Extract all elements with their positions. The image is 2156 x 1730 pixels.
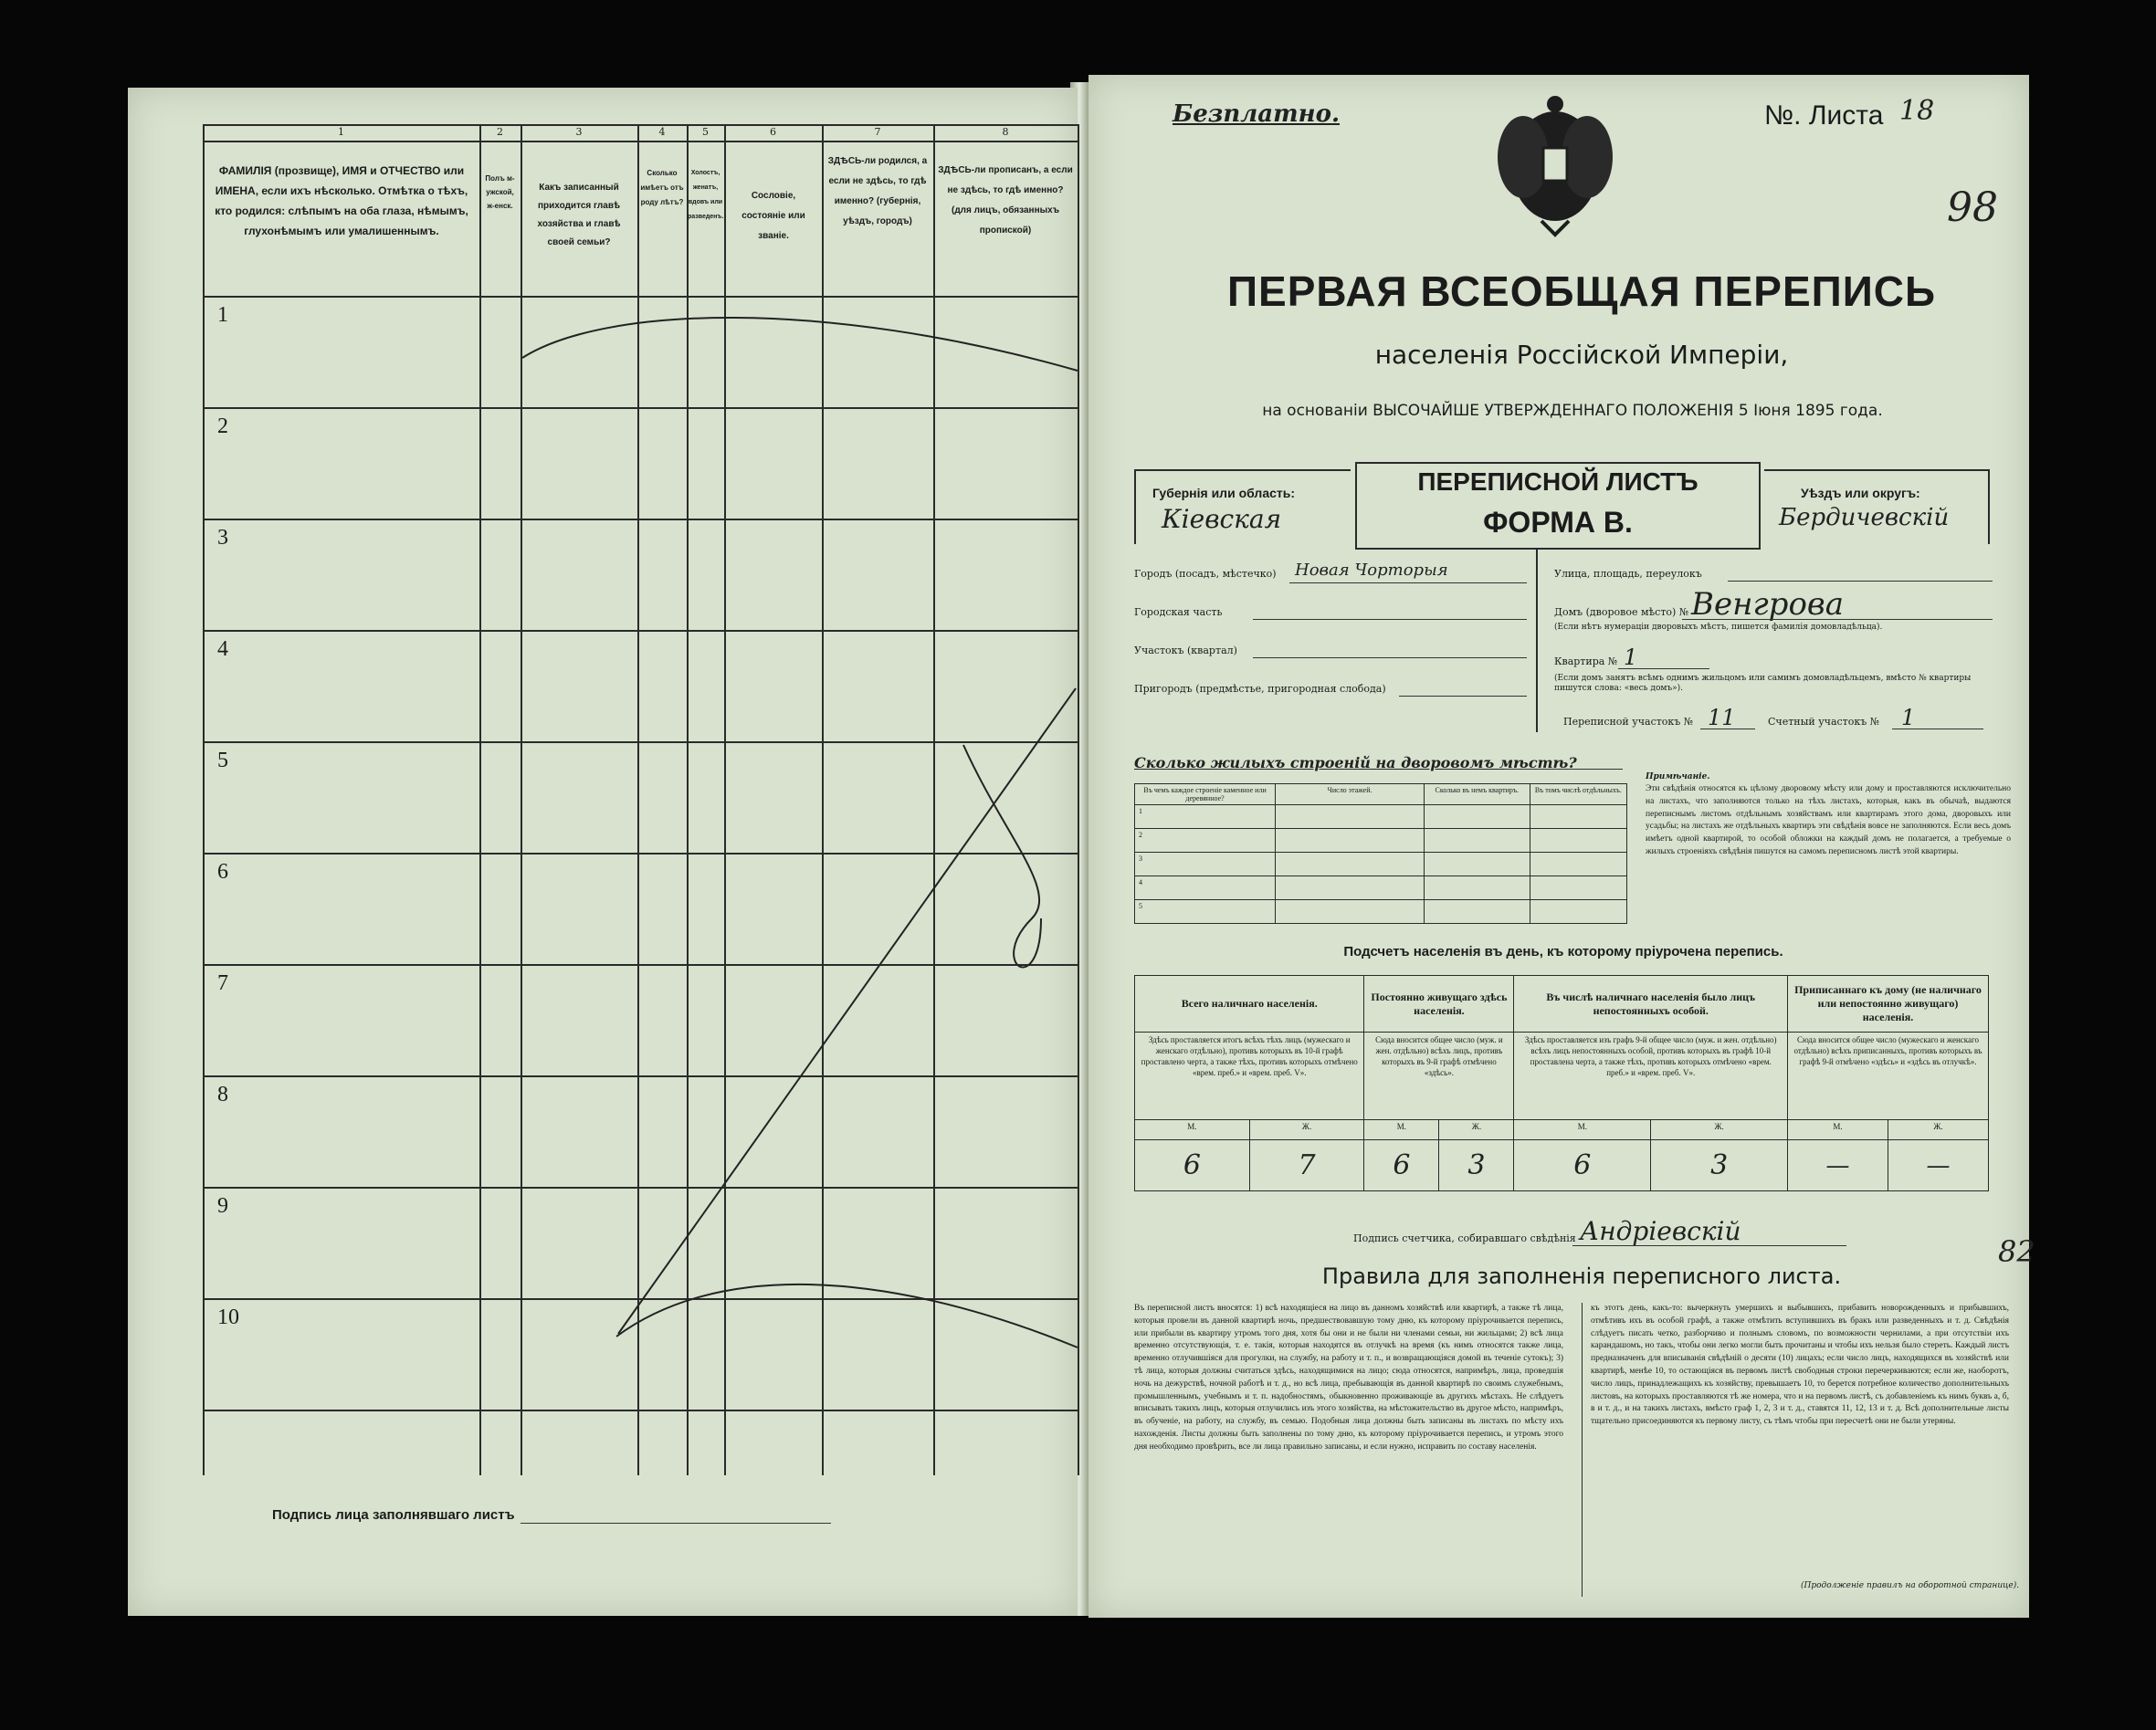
buildings-row-number: 1 bbox=[1135, 805, 1276, 829]
summary-title: Подсчетъ населенія въ день, къ которому пріурочена перепись. bbox=[1343, 944, 1783, 959]
city-label: Городъ (посадъ, мѣстечко) bbox=[1134, 568, 1277, 580]
precinct-label: Участокъ (квартал) bbox=[1134, 645, 1237, 656]
city-value: Новая Чорторыя bbox=[1295, 561, 1448, 580]
column-header-age: Сколько имѣетъ отъ роду лѣтъ? bbox=[640, 169, 684, 206]
sheet-number-label: №. Листа bbox=[1764, 100, 1884, 131]
rules-column-2: къ этотъ день, какъ-то: вычеркнуть умершихъ и выбывшихъ, прибавить новорожденныхъ и прибывшихъ, отмѣтивъ ихъ въ особой графѣ, а также отмѣтить вступившихъ въ бракъ или разведенныхъ и т. д. Свѣдѣнія слѣдуетъ писать четко, разборчиво и полнымъ словомъ, по возможности чернилами, а при отсутствіи ихъ карандашомъ, но такъ, чтобы они легко могли быть прочитаны и чтобы ихъ нельзя было стереть. Каждый листъ предназначенъ для вписыванія свѣдѣній о десяти (10) лицахъ; если число лицъ, находящихся въ хозяйствѣ или квартирѣ, менѣе 10, то остающіяся въ первомъ листѣ свободныя строки перечеркиваются; если же, наоборотъ, число лицъ, принадлежащихъ къ хозяйству, превышаетъ 10, то берется потребное количество дополнительныхъ листовъ, на которыхъ проставляются тѣ же номера, что и на первомъ листѣ, съ добавленіемъ къ нимъ буквъ а, б, в и т. д., и на такихъ листахъ, вмѣсто граф 1, 2, 3 и т. д., ставятся 11, 12, 13 и т. д. Всѣ дополнительные листы тщательно присоединяются къ первому листу, съ тѣмъ чтобы при пересчетѣ они не были утеряны. bbox=[1591, 1304, 2009, 1427]
pen-strokes bbox=[128, 88, 1078, 1616]
count-value: 6 bbox=[1364, 1140, 1439, 1191]
buildings-header: Въ томъ числѣ отдѣльныхъ. bbox=[1530, 784, 1626, 805]
note-text: Эти свѣдѣнія относятся къ цѣлому дворовому мѣсту или дому и проставляются исключительно на листахъ, что заполняются только на тѣхъ листахъ, которыя, какъ въ обычаѣ, выдаются переписнымъ листомъ отдѣльнымъ хозяйствамъ или квартирамъ этого дома, дворовыхъ или усадьбы; на листахъ же отдѣльныхъ квартиръ эти свѣдѣнія вовсе не заполняются. Если весь домъ имѣетъ одной квартирой, то особой обложки на каждый домъ не полагается, а требуемые о жилыхъ строеніяхъ свѣдѣнія пишутся на самомъ переписномъ листѣ этой квартиры. bbox=[1646, 784, 2011, 856]
street-line bbox=[1728, 581, 1993, 582]
column-number: 1 bbox=[338, 126, 344, 138]
enumerator-signature: Андріевскій bbox=[1580, 1216, 1741, 1246]
census-precinct-value: 11 bbox=[1708, 705, 1736, 730]
left-page-census-table bbox=[128, 88, 1078, 1616]
count-value: 3 bbox=[1439, 1140, 1514, 1191]
buildings-row-number: 5 bbox=[1135, 900, 1276, 924]
buildings-question: Сколько жилыхъ строеній на дворовомъ мѣстѣ? bbox=[1134, 754, 1577, 771]
column-number: 8 bbox=[1002, 126, 1009, 138]
rules-column-1: Въ переписной листъ вносятся: 1) всѣ находящіеся на лицо въ данномъ хозяйствѣ или квартирѣ, а также тѣ лица, которыя провели въ данной квартирѣ ночь, предшествовавшую тому дню, къ которому пріурочивается перепись, или прибыли въ квартиру утромъ того дня, хотя бы они и не были ни членами семьи, ни жильцами; 2) всѣ лица временно отсутствующія, т. е. такія, которыя находятся въ отлучкѣ на время (къ нимъ относятся также лица, временно отлучившіяся для прогулки, на службу, на работу и т. п., и возвращающіяся домой въ теченіе сутокъ); 3) тѣ лица, которыя должны считаться здѣсь, находящимися на лицо; сюда относятся, напримѣръ, лица, проведшія ночь на дежурствѣ, ночной работѣ и т. д., но всѣ лица, пребывающія въ данной квартирѣ по своимъ служебнымъ, промышленнымъ, учебнымъ и т. п. надобностямъ, обыкновенно проживающіе въ другихъ мѣстахъ. Не слѣдуетъ вписывать такихъ лицъ, которыя отлучились изъ этого хозяйства, на мѣстожительство въ другое мѣсто, напримѣръ, въ обученіе, на работу, на службу, въ семью. Подобныя лица должны быть записаны въ листахъ по мѣсту ихъ нахожденія. Листы должны быть заполнены по тому дню, къ которому пріурочивается перепись, и утромъ этого дня необходимо провѣрить, все ли лица правильно записаны, и если нужно, исправить по составу населенія. bbox=[1134, 1304, 1563, 1452]
house-value: Венгрова bbox=[1691, 586, 1844, 623]
count-precinct-label: Счетный участокъ № bbox=[1768, 716, 1880, 728]
sex-label: М. bbox=[1788, 1120, 1888, 1140]
column-header-registration: ЗДѢСЬ-ли прописанъ, а если не здѣсь, то гдѣ именно? (для лицъ, обязанныхъ пропиской) bbox=[938, 165, 1073, 236]
sex-label: М. bbox=[1364, 1120, 1439, 1140]
column-number: 5 bbox=[702, 126, 709, 138]
row-number: 9 bbox=[217, 1194, 228, 1218]
buildings-header: Сколько въ немъ квартиръ. bbox=[1425, 784, 1530, 805]
province-value: Кіевская bbox=[1162, 504, 1282, 534]
apartment-value: 1 bbox=[1624, 645, 1638, 670]
column-number: 4 bbox=[658, 126, 666, 138]
suburb-label: Пригородъ (предмѣстье, пригородная слобода) bbox=[1134, 683, 1386, 695]
rules-divider bbox=[1582, 1303, 1583, 1597]
sex-label: М. bbox=[1514, 1120, 1651, 1140]
buildings-row-number: 4 bbox=[1135, 876, 1276, 900]
summary-header: Всего наличнаго населенія. bbox=[1135, 976, 1364, 1033]
buildings-answer-line bbox=[1504, 769, 1623, 770]
note-label: Примѣчаніе. bbox=[1646, 772, 1710, 781]
rules-title: Правила для заполненія переписного листа. bbox=[1321, 1263, 1842, 1289]
row-number: 6 bbox=[217, 860, 228, 884]
apartment-label: Квартира № bbox=[1554, 655, 1618, 667]
enumerator-line bbox=[1572, 1245, 1846, 1246]
double-headed-eagle-emblem bbox=[1487, 93, 1624, 239]
apartment-line bbox=[1618, 668, 1709, 669]
buildings-row-number: 3 bbox=[1135, 853, 1276, 876]
enumerator-label: Подпись счетчика, собиравшаго свѣдѣнія bbox=[1353, 1232, 1576, 1244]
count-value: 3 bbox=[1651, 1140, 1788, 1191]
summary-note: Сюда вносится общее число (мужескаго и женскаго отдѣльно) всѣхъ приписанныхъ, противъ которыхъ въ графѣ 9-й отмѣчено «здѣсь» и «здѣсь въ отлучкѣ». bbox=[1788, 1033, 1989, 1120]
column-header-marital: Холостъ, женатъ, вдовъ или разведенъ. bbox=[688, 170, 724, 220]
suburb-line bbox=[1399, 696, 1527, 697]
column-number: 2 bbox=[497, 126, 503, 138]
summary-header: Постоянно живущаго здѣсь населенія. bbox=[1364, 976, 1514, 1033]
archive-number: 98 bbox=[1947, 184, 1998, 231]
summary-note: Здѣсь проставляется итогъ всѣхъ тѣхъ лицъ (мужескаго и женскаго отдѣльно), противъ которыхъ въ 10-й графѣ проставлено черта, а также тѣхъ, противъ которыхъ отмѣчено «врем. преб.» и «врем. преб. V». bbox=[1135, 1033, 1364, 1120]
sheet-number-value: 18 bbox=[1899, 95, 1935, 127]
right-page-census-form bbox=[1089, 75, 2035, 1618]
sex-label: Ж. bbox=[1439, 1120, 1514, 1140]
address-divider bbox=[1536, 550, 1538, 732]
row-number: 2 bbox=[217, 414, 228, 438]
summary-note: Сюда вносится общее число (муж. и жен. отдѣльно) всѣхъ лицъ, противъ которыхъ въ 9-й графѣ отмѣчено «здѣсь». bbox=[1364, 1033, 1514, 1120]
column-number: 6 bbox=[770, 126, 776, 138]
signature-line bbox=[521, 1523, 831, 1524]
free-label: Безплатно. bbox=[1173, 100, 1340, 128]
buildings-header: Въ чемъ каждое строеніе каменное или деревянное? bbox=[1135, 784, 1276, 805]
summary-table bbox=[1134, 975, 1989, 1191]
column-header-birthplace: ЗДѢСЬ-ли родился, а если не здѣсь, то гдѣ именно? (губернія, уѣздъ, городъ) bbox=[827, 156, 928, 226]
count-value: 6 bbox=[1514, 1140, 1651, 1191]
summary-header: Въ числѣ наличнаго населенія было лицъ непостоянныхъ особой. bbox=[1514, 976, 1788, 1033]
house-line bbox=[1682, 619, 1993, 620]
row-number: 8 bbox=[217, 1083, 228, 1106]
count-value: — bbox=[1788, 1140, 1888, 1191]
district-value: Бердичевскій bbox=[1779, 504, 1950, 531]
city-part-line bbox=[1253, 619, 1527, 620]
column-header-name: ФАМИЛІЯ (прозвище), ИМЯ и ОТЧЕСТВО или ИМЕНА, если ихъ нѣсколько. Отмѣтка о тѣхъ, кто родился: слѣпымъ на оба глаза, нѣмымъ, глухонѣмымъ или умалишеннымъ. bbox=[215, 164, 468, 237]
column-header-sex: Полъ м-ужской, ж-енск. bbox=[485, 174, 515, 210]
page-title: ПЕРВАЯ ВСЕОБЩАЯ ПЕРЕПИСЬ bbox=[1226, 267, 1937, 315]
basis-line: на основаніи ВЫСОЧАЙШЕ УТВЕРЖДЕННАГО ПОЛОЖЕНІЯ 5 Іюня 1895 года. bbox=[1262, 402, 1883, 420]
city-line bbox=[1289, 582, 1527, 583]
row-number: 10 bbox=[217, 1305, 239, 1329]
house-label: Домъ (дворовое мѣсто) № bbox=[1554, 606, 1689, 618]
street-label: Улица, площадь, переулокъ bbox=[1554, 568, 1702, 580]
page-subtitle: населенія Россійской Имперіи, bbox=[1374, 340, 1789, 370]
sex-label: Ж. bbox=[1249, 1120, 1364, 1140]
buildings-header: Число этажей. bbox=[1276, 784, 1425, 805]
precinct-line bbox=[1253, 657, 1527, 658]
count-value: 7 bbox=[1249, 1140, 1364, 1191]
sex-label: Ж. bbox=[1888, 1120, 1988, 1140]
margin-number: 82 bbox=[1998, 1234, 2035, 1269]
column-header-relation: Какъ записанный приходится главѣ хозяйства и главѣ своей семьи? bbox=[537, 183, 621, 247]
form-title-1: ПЕРЕПИСНОЙ ЛИСТЪ bbox=[1417, 467, 1699, 496]
row-number: 1 bbox=[217, 303, 228, 327]
sex-label: Ж. bbox=[1651, 1120, 1788, 1140]
sex-label: М. bbox=[1135, 1120, 1250, 1140]
row-number: 7 bbox=[217, 971, 228, 995]
row-number: 5 bbox=[217, 749, 228, 772]
column-header-estate: Сословіе, состояніе или званіе. bbox=[741, 191, 805, 241]
row-number: 4 bbox=[217, 637, 228, 661]
rules-footer: (Продолженіе правилъ на оборотной странице). bbox=[1801, 1581, 2020, 1590]
form-title-2: ФОРМА В. bbox=[1483, 506, 1633, 539]
count-value: — bbox=[1888, 1140, 1988, 1191]
count-precinct-value: 1 bbox=[1901, 705, 1916, 730]
buildings-table bbox=[1134, 783, 1627, 924]
district-label: Уѣздъ или округъ: bbox=[1801, 486, 1920, 500]
count-value: 6 bbox=[1135, 1140, 1250, 1191]
signature-label: Подпись лица заполнявшаго листъ bbox=[272, 1507, 515, 1523]
apartment-note: (Если домъ занятъ всѣмъ однимъ жильцомъ или самимъ домовладѣльцемъ, вмѣсто № квартиры пишутся слова: «весь домъ»). bbox=[1554, 674, 1972, 693]
city-part-label: Городская часть bbox=[1134, 606, 1223, 618]
row-number: 3 bbox=[217, 526, 228, 550]
summary-note: Здѣсь проставляется изъ графъ 9-й общее число (муж. и жен. отдѣльно) всѣхъ лицъ непостоянныхъ особой, противъ которыхъ въ графѣ 10-й проставлена черта, а также тѣхъ, противъ которыхъ отмѣчено «врем. преб.» и «врем. преб. V». bbox=[1514, 1033, 1788, 1120]
column-number: 3 bbox=[575, 126, 583, 138]
census-precinct-label: Переписной участокъ № bbox=[1563, 716, 1694, 728]
buildings-row-number: 2 bbox=[1135, 829, 1276, 853]
house-note: (Если нѣтъ нумераціи дворовыхъ мѣстъ, пишется фамилія домовладѣльца). bbox=[1554, 623, 1883, 632]
province-label: Губернія или область: bbox=[1152, 486, 1296, 500]
column-number: 7 bbox=[874, 126, 881, 138]
summary-header: Приписаннаго къ дому (не наличнаго или непостоянно живущаго) населенія. bbox=[1788, 976, 1989, 1033]
